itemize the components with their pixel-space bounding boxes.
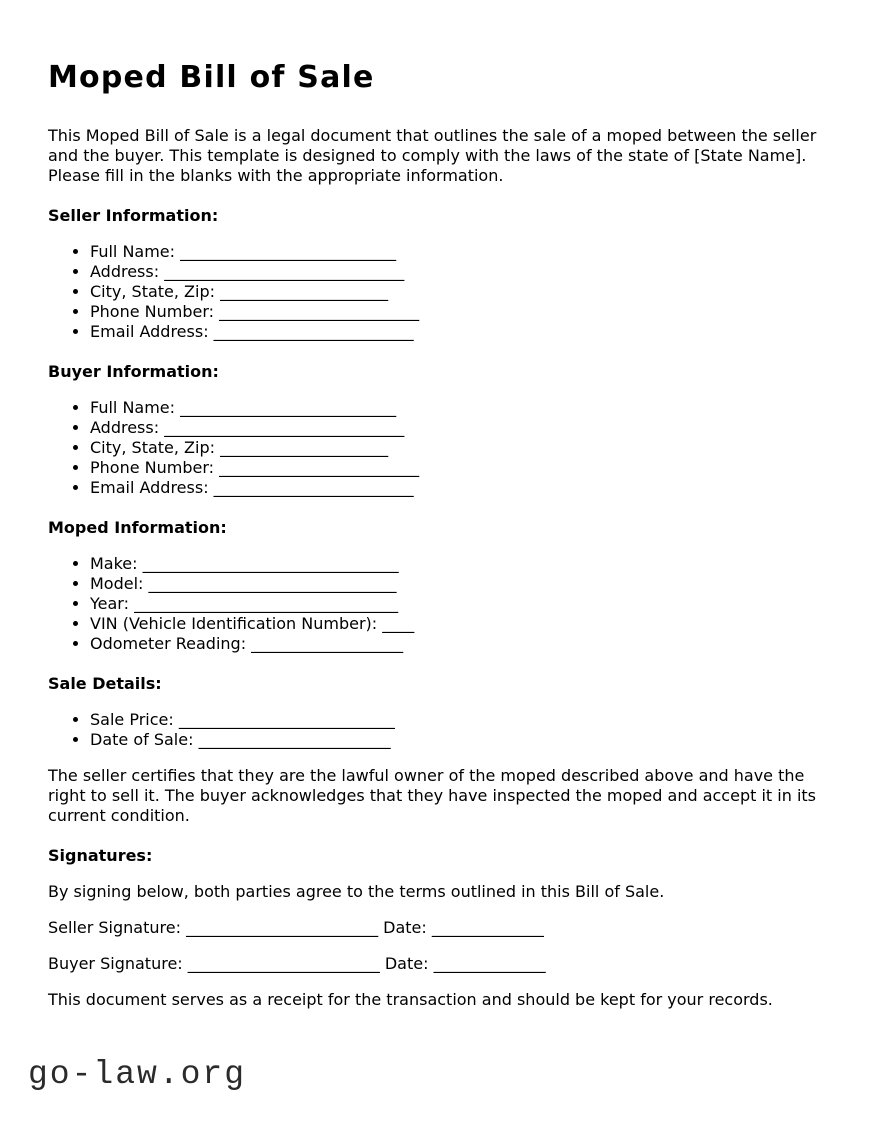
list-item-buyer-address: • Address: ______________________________ — [90, 418, 825, 438]
list-item-seller-city-state-zip: • City, State, Zip: _____________________ — [90, 282, 825, 302]
seller-info-list — [48, 242, 825, 342]
intro-paragraph: This Moped Bill of Sale is a legal document that outlines the sale of a moped between the seller and the buyer. This template is designed to comply with the laws of the state of [State Name]. Please fill in the blanks with the appropriate information. — [48, 126, 817, 185]
seller-signature-line: Seller Signature: ________________________ Date: ______________ — [48, 918, 544, 937]
list-item-sale-price: • Sale Price: ___________________________ — [90, 710, 825, 730]
certification-paragraph: The seller certifies that they are the lawful owner of the moped described above and have the right to sell it. The buyer acknowledges that they have inspected the moped and accept it in its current condition. — [48, 766, 816, 825]
section-heading-moped-information: Moped Information: — [48, 518, 227, 537]
receipt-note: This document serves as a receipt for the transaction and should be kept for your records. — [48, 990, 773, 1009]
list-item-moped-model: • Model: _______________________________ — [90, 574, 825, 594]
list-item-buyer-phone-number: • Phone Number: _________________________ — [90, 458, 825, 478]
list-item-moped-make: • Make: ________________________________ — [90, 554, 825, 574]
page-title: Moped Bill of Sale — [48, 60, 375, 95]
buyer-info-list — [48, 398, 825, 498]
list-item-buyer-full-name: • Full Name: ___________________________ — [90, 398, 825, 418]
sale-details-list — [48, 710, 825, 750]
brand-logo: go-law.org — [28, 1056, 247, 1093]
list-item-seller-full-name: • Full Name: ___________________________ — [90, 242, 825, 262]
list-item-buyer-city-state-zip: • City, State, Zip: _____________________ — [90, 438, 825, 458]
signing-agreement-paragraph: By signing below, both parties agree to the terms outlined in this Bill of Sale. — [48, 882, 665, 901]
list-item-seller-phone-number: • Phone Number: _________________________ — [90, 302, 825, 322]
list-item-buyer-email-address: • Email Address: _________________________ — [90, 478, 825, 498]
section-heading-sale-details: Sale Details: — [48, 674, 162, 693]
section-heading-buyer-information: Buyer Information: — [48, 362, 219, 381]
moped-info-list — [48, 554, 825, 654]
list-item-moped-vin: • VIN (Vehicle Identification Number): ____ — [90, 614, 825, 634]
section-heading-seller-information: Seller Information: — [48, 206, 219, 225]
list-item-date-of-sale: • Date of Sale: ________________________ — [90, 730, 825, 750]
buyer-signature-line: Buyer Signature: ________________________ Date: ______________ — [48, 954, 546, 973]
list-item-seller-address: • Address: ______________________________ — [90, 262, 825, 282]
list-item-moped-odometer: • Odometer Reading: ___________________ — [90, 634, 825, 654]
list-item-moped-year: • Year: _________________________________ — [90, 594, 825, 614]
section-heading-signatures: Signatures: — [48, 846, 153, 865]
list-item-seller-email-address: • Email Address: _________________________ — [90, 322, 825, 342]
